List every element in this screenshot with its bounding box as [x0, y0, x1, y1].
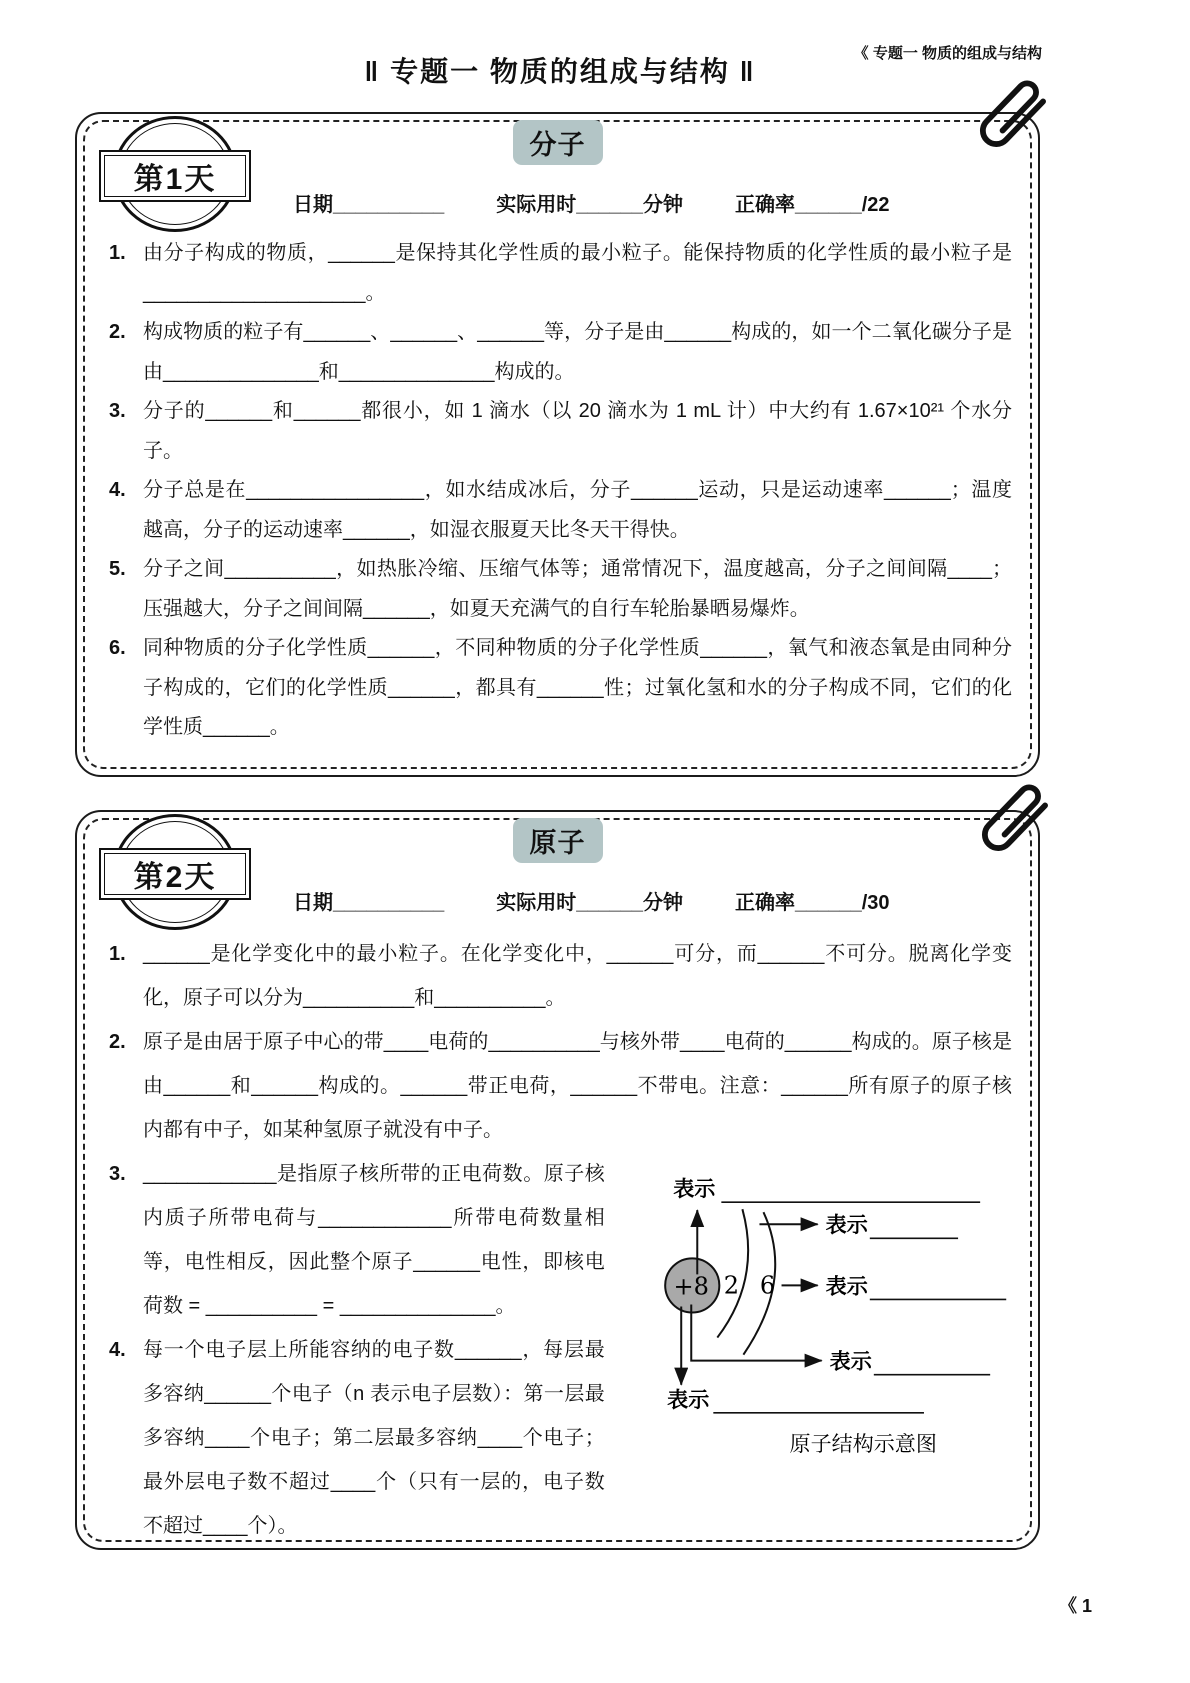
represents-label: 表示 [825, 1275, 868, 1299]
represents-label: 表示 [672, 1178, 716, 1202]
question-text: 分子总是在________________，如水结成冰后，分子______运动，只是运动速率______；温度越高，分子的运动速率______，如湿衣服夏天比冬天干得快。 [143, 479, 1012, 541]
questions-left-column [107, 1152, 605, 1548]
nucleus-charge: +8 [673, 1272, 709, 1301]
represents-label: 表示 [829, 1350, 872, 1374]
topic-title: 分子 [513, 120, 603, 165]
date-blank: 日期__________ [293, 892, 445, 914]
page-title: ‖ 专题一 物质的组成与结构 ‖ [364, 56, 756, 87]
day1-header [77, 114, 1038, 232]
question-item [107, 313, 1012, 392]
question-item [107, 1020, 1012, 1152]
score-blank: 正确率______/22 [734, 194, 890, 216]
question-item [107, 932, 1012, 1020]
question-text: ______是化学变化中的最小粒子。在化学变化中，______可分，而______不可分。脱离化学变化，原子可以分为__________和__________。 [143, 943, 1012, 1009]
shell1-electron-count: 2 [723, 1271, 739, 1300]
question-text: 分子之间__________，如热胀冷缩、压缩气体等；通常情况下，温度越高，分子之间间隔____；压强越大，分子之间间隔______，如夏天充满气的自行车轮胎暴晒易爆炸。 [143, 558, 1012, 620]
question-item [107, 1328, 605, 1548]
running-head: 《 专题一 物质的组成与结构 [853, 45, 1042, 62]
question-text: ____________是指原子核所带的正电荷数。原子核内质子所带电荷与____________所带电荷数量相等，电性相反，因此整个原子______电性，即核电荷数 = __________ = ______________。 [143, 1163, 605, 1317]
day2-header [77, 812, 1038, 930]
question-number: 2. [109, 321, 126, 343]
day2-badge [93, 814, 253, 932]
question-item [107, 392, 1012, 471]
day1-panel [75, 112, 1040, 777]
page-number: 《 1 [1058, 1596, 1092, 1616]
question-number: 6. [109, 637, 126, 659]
day1-questions [77, 232, 1038, 748]
shell2-electron-count: 6 [759, 1271, 775, 1300]
question-item [107, 234, 1012, 313]
question-text: 同种物质的分子化学性质______，不同种物质的分子化学性质______，氧气和液态氧是由同种分子构成的，它们的化学性质______，都具有______性；过氧化氢和水的分子构成不同，它们的化学性质______。 [143, 637, 1012, 738]
question-number: 3. [109, 1163, 126, 1185]
question-item [107, 1152, 605, 1328]
question-number: 4. [109, 1339, 126, 1361]
time-blank: 实际用时______分钟 [496, 194, 683, 216]
badge-label: 第2天 [99, 848, 251, 900]
question-number: 4. [109, 479, 126, 501]
meta-row [293, 886, 890, 915]
question-text: 每一个电子层上所能容纳的电子数______，每层最多容纳______个电子（n 表示电子层数）：第一层最多容纳____个电子；第二层最多容纳____个电子；最外层电子数不超过____个（只有一层的，电子数不超过____个）。 [143, 1339, 605, 1537]
day1-badge [93, 116, 253, 234]
day2-panel [75, 810, 1040, 1550]
question-item [107, 550, 1012, 629]
question-number: 1. [109, 943, 126, 965]
question-number: 3. [109, 400, 126, 422]
diagram-caption: 原子结构示意图 [789, 1432, 937, 1456]
score-blank: 正确率______/30 [734, 892, 890, 914]
question-number: 5. [109, 558, 126, 580]
question-text: 原子是由居于原子中心的带____电荷的__________与核外带____电荷的______构成的。原子核是由______和______构成的。______带正电荷，______不带电。注意：______所有原子的原子核内都有中子，如某种氢原子就没有中子。 [143, 1031, 1012, 1141]
question-number: 2. [109, 1031, 126, 1053]
represents-label: 表示 [825, 1214, 868, 1238]
question-item [107, 629, 1012, 748]
question-number: 1. [109, 242, 126, 264]
meta-row [293, 188, 890, 217]
topic-title: 原子 [513, 818, 603, 863]
date-blank: 日期__________ [293, 194, 445, 216]
badge-label: 第1天 [99, 150, 251, 202]
represents-label: 表示 [666, 1388, 710, 1412]
question-item [107, 471, 1012, 550]
question-text: 分子的______和______都很小，如 1 滴水（以 20 滴水为 1 mL 计）中大约有 1.67×10²¹ 个水分子。 [143, 400, 1012, 462]
time-blank: 实际用时______分钟 [496, 892, 683, 914]
question-text: 构成物质的粒子有______、______、______等，分子是由______构成的，如一个二氧化碳分子是由______________和______________构成的。 [143, 321, 1012, 383]
question-text: 由分子构成的物质，______是保持其化学性质的最小粒子。能保持物质的化学性质的最小粒子是____________________。 [143, 242, 1012, 304]
